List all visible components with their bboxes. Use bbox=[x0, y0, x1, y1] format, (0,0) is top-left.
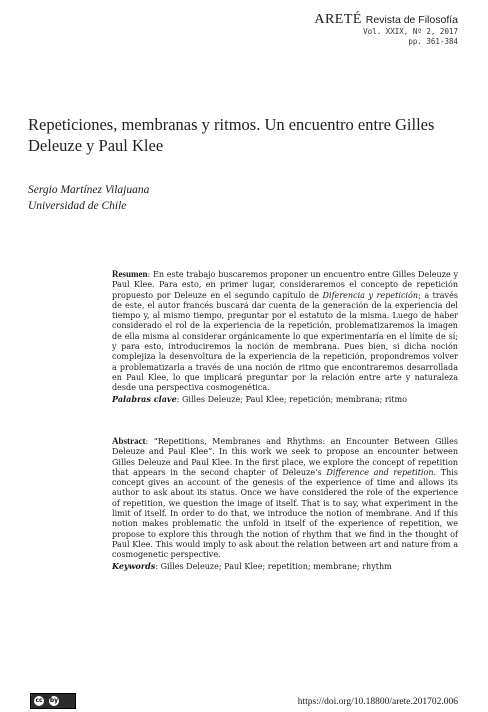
attribution-symbol-icon: by bbox=[49, 697, 59, 704]
journal-header bbox=[314, 12, 458, 47]
author-affiliation: Universidad de Chile bbox=[28, 200, 127, 212]
abstract-english-text-1: : “Repetitions, Membranes and Rhythms: an Encounter Between Gilles Deleuze and Paul Klee”. In this work we seek to propose an encounter between Gilles Deleuze and Paul Klee. In the first place, we explore the concept of repetition that appears in the second chapter of Deleuze’s bbox=[112, 437, 458, 477]
abstract-english-text-2: . This concept gives an account of the genesis of the experience of time and allows its author to ask about its status. Once we have considered the role of the experience of repetition, we question the image of itself. That is to say, what experiment in the limit of itself. In order to do that, we introduce the notion of membrane. And if this notion makes problematic the unfold in itself of the experience of repetition, we propose to explore this through the notion of rhythm that we find in the thought of Paul Klee. This would imply to ask about the relation between art and nature from a cosmogenetic perspective. bbox=[112, 467, 458, 560]
keywords-spanish-list: : Gilles Deleuze; Paul Klee; repetición; membrana; ritmo bbox=[176, 394, 408, 404]
author-name: Sergio Martínez Vilajuana bbox=[28, 184, 150, 196]
keywords-english bbox=[112, 561, 458, 572]
article-title: Repeticiones, membranas y ritmos. Un encuentro entre Gilles Deleuze y Paul Klee bbox=[28, 115, 435, 155]
journal-pages: pp. 361-384 bbox=[408, 37, 458, 46]
cc-symbol-icon: cc bbox=[35, 697, 43, 704]
creative-commons-by-icon bbox=[30, 693, 76, 709]
abstract-spanish-label: Resumen bbox=[112, 269, 148, 279]
author-block bbox=[28, 182, 149, 214]
abstract-spanish-text-1: : En este trabajo buscaremos proponer un encuentro entre Gilles Deleuze y Paul Klee. Para esto, en primer lugar, consideraremos el concepto de repetición propuesto por Deleuze en el segundo capítulo de bbox=[112, 270, 458, 300]
abstract-english bbox=[112, 436, 458, 572]
doi-link[interactable]: https://doi.org/10.18800/arete.201702.006 bbox=[297, 697, 458, 707]
abstract-spanish-body bbox=[112, 269, 458, 394]
abstract-spanish-text-2: ; a través de este, el autor francés buscará dar cuenta de la generación de la experiencia del tiempo y, al mismo tiempo, preguntar por el estatuto de la misma. Luego de haber considerado el rol de la experiencia de la repetición, problematizaremos la imagen de ella misma al considerar orgánicamente lo que experimentaría en el límite de sí; y para esto, introduciremos la noción de membrana. Pues bien, si dicha noción complejiza la desenvoltura de la experiencia de la repetición, propondremos volver a problematizarla a través de una noción de ritmo que encontraremos desarrollada en Paul Klee, lo que implicará preguntar por la relación entre arte y naturaleza desde una perspectiva cosmogenética. bbox=[112, 290, 458, 393]
keywords-english-label: Keywords bbox=[112, 560, 156, 571]
journal-brand bbox=[314, 12, 458, 27]
journal-name: Revista de Filosofía bbox=[365, 14, 458, 26]
abstract-english-book-title: Difference and repetition bbox=[326, 467, 434, 477]
journal-mark: ARETÉ bbox=[314, 12, 362, 27]
abstract-english-label: Abstract bbox=[112, 436, 146, 446]
abstract-spanish-book-title: Diferencia y repetición bbox=[322, 290, 419, 300]
journal-volume: Vol. XXIX, Nº 2, 2017 bbox=[363, 27, 458, 36]
abstract-spanish bbox=[112, 269, 458, 405]
keywords-spanish-label: Palabras clave bbox=[112, 393, 177, 404]
keywords-spanish bbox=[112, 394, 458, 405]
keywords-english-list: : Gilles Deleuze; Paul Klee; repetition; membrane; rhythm bbox=[155, 561, 392, 571]
abstract-english-body bbox=[112, 436, 458, 561]
